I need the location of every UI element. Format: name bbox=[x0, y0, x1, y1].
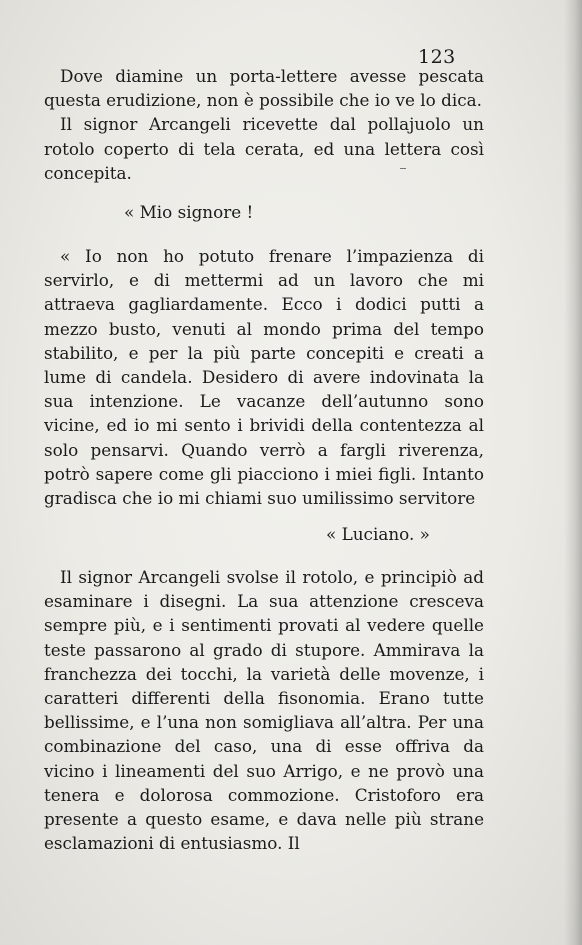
letter-body: « Io non ho potuto frenare l’impazienza di servirlo, e di mettermi ad un lavoro che mi attraeva gagliardamente. Ecco i dodici putti a mezzo busto, venuti al mondo prima del tempo stabilito, e per la più parte concepiti e creati a lume di candela. Desidero di avere indovinata la sua intenzione. Le vacanze dell’autunno sono vicine, ed io mi sento i brividi della contentezza al solo pensarvi. Quando verrò a fargli riverenza, potrò sapere come gli piacciono i miei figli. Intanto gradisca che io mi chiami suo umilissimo servitore bbox=[44, 246, 484, 509]
stray-mark bbox=[400, 168, 406, 169]
letter-salutation: « Mio signore ! bbox=[124, 202, 254, 222]
closing-paragraph: Il signor Arcangeli svolse il rotolo, e principiò ad esaminare i disegni. La sua attenzione cresceva sempre più, e i sentimenti provati al vedere quelle teste passarono al grado di stupore. Ammirava la franchezza dei tocchi, la varietà delle movenze, i caratteri differenti della fisonomia. Erano tutte bellissime, e l’una non somigliava all’altra. Per una combinazione del caso, una di esse offriva da vicino i lineamenti del suo Arrigo, e ne provò una tenera e dolorosa commozione. Cristoforo era presente a questo esame, e dava nelle più strane esclamazioni di entusiasmo. Il bbox=[44, 567, 484, 854]
letter-signature: « Luciano. » bbox=[326, 524, 430, 544]
letter-body-block bbox=[44, 244, 484, 510]
paragraph-2: Il signor Arcangeli ricevette dal pollajuolo un rotolo coperto di tela cerata, ed una lettera così concepita. bbox=[44, 114, 484, 183]
page-number: 123 bbox=[418, 46, 456, 68]
closing-text bbox=[44, 565, 484, 855]
opening-text bbox=[44, 64, 484, 185]
page-edge-shadow bbox=[564, 0, 582, 945]
paragraph-1: Dove diamine un porta-lettere avesse pescata questa erudizione, non è possibile che io ve lo dica. bbox=[44, 66, 484, 111]
